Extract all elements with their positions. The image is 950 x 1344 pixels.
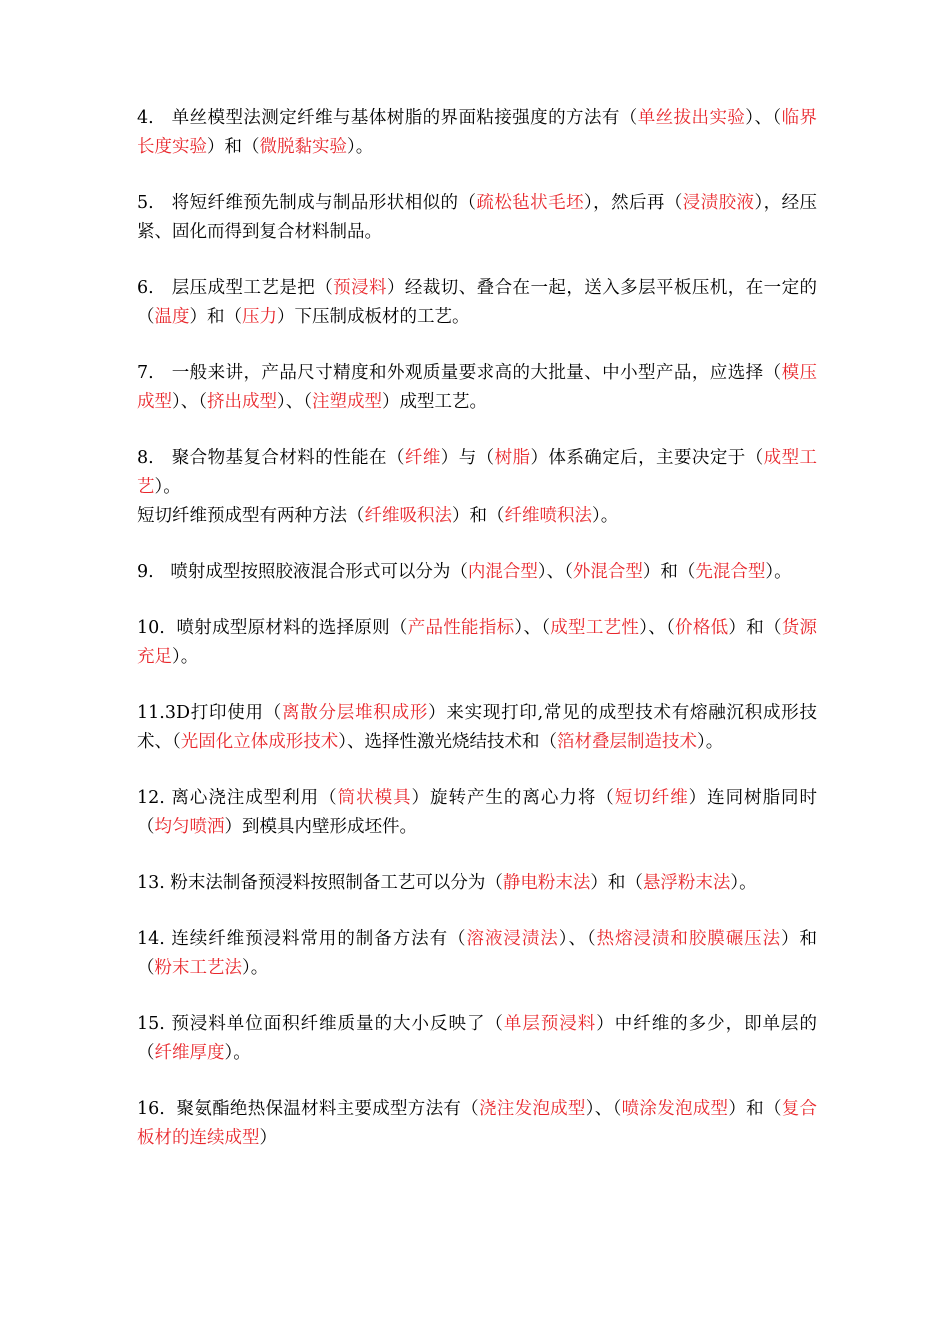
question-text: 16. 聚氨酯绝热保温材料主要成型方法有（ (137, 1099, 479, 1119)
question-text: ）和（ (590, 873, 643, 893)
answer-text: 静电粉末法 (502, 873, 591, 893)
answer-text: 光固化立体成形技术 (180, 732, 339, 752)
question-text: 7. 一般来讲，产品尺寸精度和外观质量要求高的大批量、中小型产品，应选择（ (137, 363, 782, 383)
question-text: ）、（ (558, 929, 597, 949)
answer-text: 价格低 (675, 618, 729, 638)
question-text: ）下压制成板材的工艺。 (277, 307, 470, 327)
question-text: ）体系确定后，主要决定于（ (530, 448, 764, 468)
question-q5 (137, 189, 817, 247)
question-text: ）和（ (728, 1099, 782, 1119)
answer-text: 挤出成型 (207, 392, 277, 412)
question-text: ）中纤维的多少，即单层的（ (137, 1014, 817, 1063)
answer-text: 产品性能指标 (407, 618, 515, 638)
answer-text: 外混合型 (572, 562, 643, 582)
answer-text: 货源充足 (137, 618, 818, 667)
question-text: ）。 (765, 562, 792, 582)
question-text: 5. 将短纤维预先制成与制品形状相似的（ (137, 193, 477, 213)
question-q16 (137, 1095, 817, 1153)
answer-text: 微脱黏实验 (259, 137, 347, 157)
question-text: ）和（ (642, 562, 696, 582)
answer-text: 模压成型 (137, 363, 817, 412)
question-text: 9. 喷射成型按照胶液混合形式可以分为（ (137, 562, 468, 582)
question-text: ）。 (697, 732, 724, 752)
answer-text: 均匀喷洒 (154, 817, 225, 837)
answer-text: 悬浮粉末法 (642, 873, 731, 893)
question-text: ）。 (347, 137, 374, 157)
answer-text: 单丝拔出实验 (637, 108, 746, 128)
answer-text: 短切纤维 (614, 788, 689, 808)
question-text: ）和（ (728, 618, 782, 638)
question-q8b (137, 502, 817, 531)
answer-text: 筒状模具 (337, 788, 412, 808)
question-list (137, 104, 817, 1180)
answer-text: 注塑成型 (312, 392, 382, 412)
question-text: ）。 (224, 1043, 251, 1063)
question-text: ）和（ (137, 929, 818, 978)
answer-text: 粉末工艺法 (154, 958, 242, 978)
answer-text: 纤维吸积法 (364, 506, 452, 526)
question-q9 (137, 558, 817, 587)
question-text: 8. 聚合物基复合材料的性能在（ (137, 448, 405, 468)
answer-text: 树脂 (494, 448, 531, 468)
question-q13 (137, 869, 817, 898)
answer-text: 疏松毡状毛坯 (476, 193, 584, 213)
question-text: 11.3D打印使用（ (137, 703, 283, 723)
answer-text: 温度 (154, 307, 190, 327)
answer-text: 复合板材的连续成型 (137, 1099, 818, 1148)
answer-text: 预浸料 (333, 278, 387, 298)
question-text: 10. 喷射成型原材料的选择原则（ (137, 618, 408, 638)
answer-text: 喷涂发泡成型 (621, 1099, 729, 1119)
question-text: 13. 粉末法制备预浸料按照制备工艺可以分为（ (137, 873, 503, 893)
question-text: ）。 (242, 958, 269, 978)
question-text: ）、（ (172, 392, 207, 412)
answer-text: 浇注发泡成型 (478, 1099, 586, 1119)
question-text: ）、（ (745, 108, 782, 128)
question-text: ）。 (730, 873, 757, 893)
question-text: ）和（ (189, 307, 242, 327)
answer-text: 纤维厚度 (154, 1043, 225, 1063)
answer-text: 溶液浸渍法 (466, 929, 559, 949)
question-q4 (137, 104, 817, 162)
answer-text: 成型工艺性 (550, 618, 640, 638)
answer-text: 热熔浸渍和胶膜碾压法 (596, 929, 782, 949)
question-q8 (137, 444, 817, 502)
question-text: ）连同树脂同时（ (137, 788, 818, 837)
answer-text: 成型工艺 (137, 448, 818, 497)
question-text: ）。 (172, 647, 199, 667)
question-q10 (137, 614, 817, 672)
question-text: ）。 (592, 506, 619, 526)
question-text: ），经压紧、固化而得到复合材料制品。 (137, 193, 818, 242)
answer-text: 内混合型 (467, 562, 538, 582)
question-text: ）成型工艺。 (382, 392, 487, 412)
question-text: ）、（ (639, 618, 676, 638)
question-text: ）经裁切、叠合在一起，送入多层平板压机，在一定的（ (137, 278, 818, 327)
question-q12 (137, 784, 817, 842)
answer-text: 离散分层堆积成形 (282, 703, 429, 723)
question-text: ）来实现打印,常见的成型技术有熔融沉积成形技术、（ (137, 703, 818, 752)
question-text: 6. 层压成型工艺是把（ (137, 278, 334, 298)
question-text: ），然后再（ (583, 193, 683, 213)
question-q7 (137, 359, 817, 417)
question-text: 4. 单丝模型法测定纤维与基体树脂的界面粘接强度的方法有（ (137, 108, 638, 128)
question-text: ）旋转产生的离心力将（ (411, 788, 615, 808)
question-text: ）与（ (440, 448, 495, 468)
question-text: ）到模具内壁形成坯件。 (224, 817, 417, 837)
answer-text: 纤维喷积法 (504, 506, 592, 526)
question-text: 14. 连续纤维预浸料常用的制备方法有（ (137, 929, 467, 949)
answer-text: 压力 (242, 307, 277, 327)
question-text: ）、（ (514, 618, 551, 638)
question-q6 (137, 274, 817, 332)
question-text: ）和（ (207, 137, 260, 157)
answer-text: 临界长度实验 (137, 108, 818, 157)
question-text: ）。 (154, 477, 181, 497)
question-q15 (137, 1010, 817, 1068)
question-text: ）、（ (537, 562, 573, 582)
question-text: ）、（ (277, 392, 312, 412)
question-text: 短切纤维预成型有两种方法（ (137, 506, 365, 526)
answer-text: 箔材叠层制造技术 (557, 732, 697, 752)
question-text: ）、（ (585, 1099, 622, 1119)
question-text: ）、选择性激光烧结技术和（ (338, 732, 557, 752)
question-text: 15. 预浸料单位面积纤维质量的大小反映了（ (137, 1014, 504, 1034)
answer-text: 浸渍胶液 (682, 193, 755, 213)
answer-text: 纤维 (404, 448, 441, 468)
answer-text: 先混合型 (695, 562, 766, 582)
question-q11 (137, 699, 817, 757)
question-q14 (137, 925, 817, 983)
question-text: ） (259, 1128, 277, 1148)
question-text: ）和（ (452, 506, 505, 526)
answer-text: 单层预浸料 (503, 1014, 597, 1034)
question-text: 12. 离心浇注成型利用（ (137, 788, 338, 808)
